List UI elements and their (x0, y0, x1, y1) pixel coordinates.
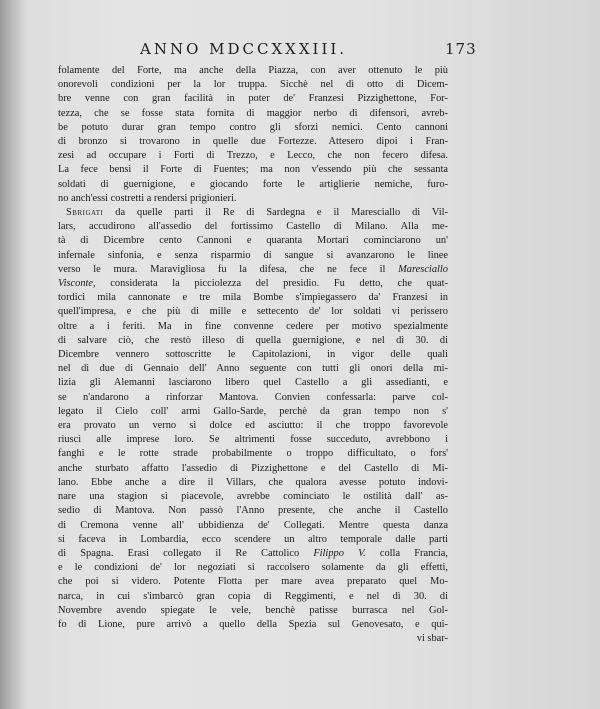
text-line: soldati di guernigione, e giocando forte le artiglierie nemiche, furo- (58, 178, 448, 190)
text-line: onorevoli condizioni per la lor truppa. Sicchè nel dì otto di Dicem- (58, 79, 448, 91)
text-line: riuscì alle imprese loro. Se altrimenti fosse succeduto, avrebbono i (58, 434, 448, 446)
text-line: tezza, che se fosse stata fornita di maggior nerbo di difensori, avreb- (58, 107, 448, 119)
text-line (58, 206, 448, 220)
italic-name: Maresciallo (398, 263, 448, 275)
text-line: lars, accudirono all'assedio del fortissimo Castello di Milano. Alla me- (58, 221, 448, 233)
text-line (58, 277, 448, 291)
text-line: e le condizioni de' lor negoziati si raccolsero solamente da gli effetti, (58, 562, 448, 574)
text-line (58, 263, 448, 277)
text-line: fanghi e le rotte strade probabilmente o troppo difficultato, o fors' (58, 448, 448, 460)
text-line: di Cremona venne all' ubbidienza de' Collegati. Mentre questa danza (58, 519, 448, 531)
text-line: bre venne con gran facilità in poter de' Franzesi Pizzighettone, For- (58, 93, 448, 105)
text-line: lano. Ebbe anche a dire il Villars, che qualora avesse potuto indovi- (58, 476, 448, 488)
text-line: di bronzo si trovarono in quelle due Fortezze. Attesero dipoi i Fran- (58, 136, 448, 148)
text-line: quell'impresa, e che più di mille e settecento de' lor soldati vi perissero (58, 306, 448, 318)
text-line: sedio di Mantova. Non passò l'Anno presente, che anche il Castello (58, 505, 448, 517)
text-line: tordici mila cannonate e tre mila Bombe s'impiegassero da' Franzesi in (58, 292, 448, 304)
text-line: anche sturbato affatto l'assedio di Pizzighettone e del Castello di Mi- (58, 462, 448, 474)
text-line: di salvare ciò, che restò illeso di quella guernigione, e nel dì 30. di (58, 334, 448, 346)
paragraph-lead-word: Sbrigati (66, 207, 104, 219)
text-line: folamente del Forte, ma anche della Piazza, con aver ottenuto le più (58, 65, 448, 76)
text-run: , considerata la picciolezza del presidio. Fu detto, che quat- (93, 278, 448, 290)
running-title: ANNO MDCCXXXIII. (140, 40, 348, 58)
text-line: Dicembre vennero sottoscritte le Capitolazioni, in vigor delle quali (58, 349, 448, 361)
text-line (58, 547, 448, 561)
text-line: La fece bensì il Forte di Fuentes; ma non v'essendo più che sessanta (58, 164, 448, 176)
italic-name: Filippo V. (313, 547, 366, 559)
italic-name: Visconte (58, 278, 94, 290)
text-run: colla Francia, (379, 547, 448, 559)
text-line: legato il Cielo coll' armi Gallo-Sarde, perchè da gran tempo non s' (58, 405, 448, 417)
text-line: che poi si videro. Potente Flotta per mare avea preparato quel Mo- (58, 576, 448, 588)
text-line: si faceva in Lombardia, ecco scendere un altro temporale dalle parti (58, 533, 448, 545)
text-line: nel dì due di Gennaio dell' Anno seguente con tutti gli onori della mi- (58, 363, 448, 375)
text-run: da quelle parti il Re di Sardegna e il Maresciallo di Vil- (115, 207, 448, 219)
catchword: vi sbar- (416, 633, 448, 645)
text-run: di Spagna. Erasi collegato il Re Cattolico (58, 547, 300, 559)
text-line: fo di Lione, pure arrivò a quello della Spezia sul Genovesato, e qui- (58, 618, 448, 630)
page-number: 173 (445, 40, 477, 58)
page-gutter-shadow (0, 0, 28, 709)
text-line: Novembre avendo spiegate le vele, benchè patisse burrasca nel Gol- (58, 604, 448, 616)
text-line: oltre a i feriti. Ma in fine convenne cedere per motivo spezialmente (58, 320, 448, 332)
text-line: narca, in cui s'imbarcò gran copia di Reggimenti, e nel dì 30. di (58, 590, 448, 602)
text-line: lizia gli Alemanni lasciarono libero quel Castello a gli assedianti, e (58, 377, 448, 389)
text-line: nare una stagion sì piacevole, avrebbe cominciato le ostilità dall' as- (58, 491, 448, 503)
text-line: be potuto durar gran tempo contro gli sforzi nemici. Cento cannoni (58, 121, 448, 133)
text-line: se n'andarono a rinforzar Mantova. Convien confessarla: parve col- (58, 391, 448, 403)
text-run: verso le mura. Maravigliosa fu la difesa, che ne fece il (58, 263, 386, 275)
body-text (58, 64, 448, 646)
text-line: infernale sinfonia, e senza risparmio di sangue si avanzarono le linee (58, 249, 448, 261)
text-line: tà di Dicembre cento Cannoni e quaranta Mortari cominciarono un' (58, 235, 448, 247)
text-line: era provato un verno sì dolce ed asciutto: il che troppo favorevole (58, 420, 448, 432)
text-line: zesi ad occupare i Forti di Trezzo, e Lecco, che non fecero difesa. (58, 150, 448, 162)
text-line: no anch'essi costretti a rendersi prigionieri. (58, 192, 237, 204)
